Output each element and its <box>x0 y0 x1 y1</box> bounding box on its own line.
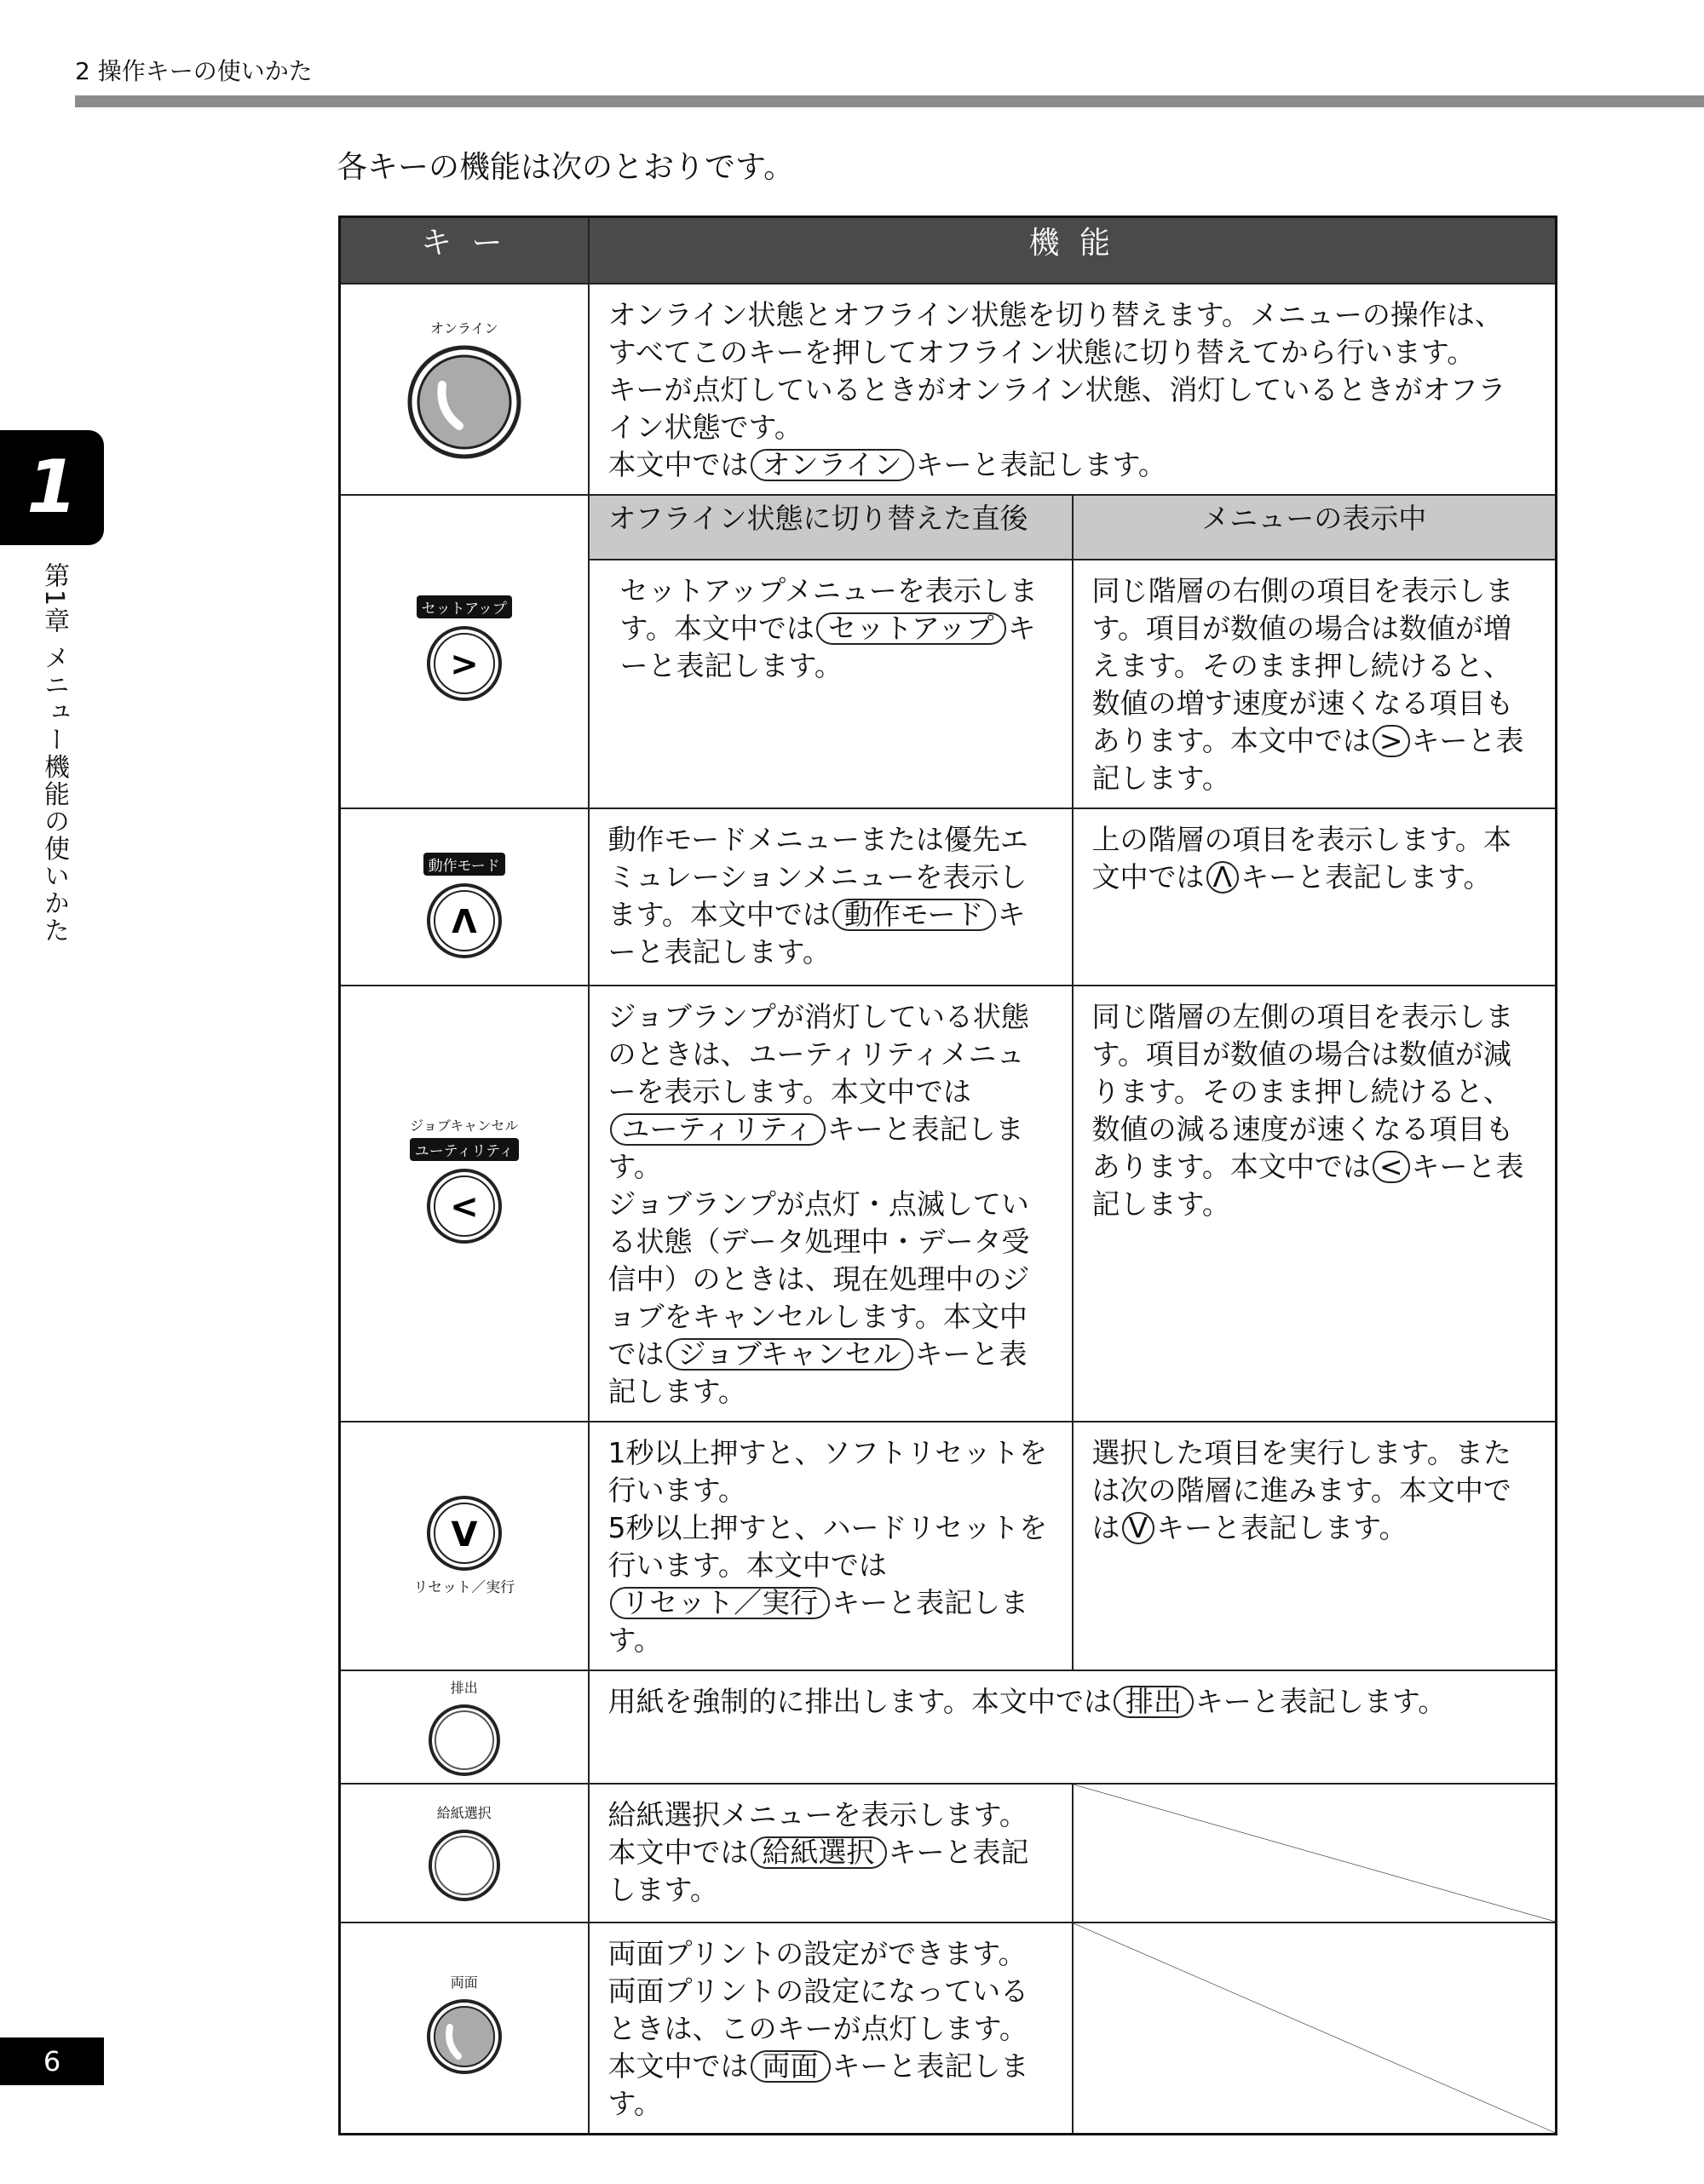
up-arrow-button-icon <box>424 881 504 961</box>
header-rule <box>75 95 1704 107</box>
keyref-down: V <box>1122 1512 1155 1544</box>
key-function-table <box>338 216 1557 2135</box>
keyref-setup: セットアップ <box>816 612 1006 645</box>
page-header-title: 2 操作キーの使いかた <box>75 57 313 85</box>
key-label: オンライン <box>429 320 498 336</box>
empty-cell-diagonal <box>1073 1784 1557 1922</box>
empty-cell-diagonal <box>1073 1922 1557 2135</box>
key-duplex <box>340 1922 589 2135</box>
reset-menu-description: 選択した項目を実行します。または次の階層に進みます。本文中では V キーと表記します。 <box>1073 1422 1557 1670</box>
key-reset <box>340 1422 589 1670</box>
subheader-menu: メニューの表示中 <box>1073 495 1557 560</box>
right-arrow-button-icon <box>424 624 504 704</box>
svg-text:>: > <box>449 645 479 684</box>
duplex-button-icon <box>424 1997 504 2077</box>
key-online <box>340 284 589 495</box>
key-label: 両面 <box>450 1974 478 1991</box>
svg-text:Λ: Λ <box>452 903 477 940</box>
key-label: ユーティリティ <box>410 1138 519 1161</box>
key-label: 給紙選択 <box>436 1805 492 1821</box>
key-mode <box>340 808 589 986</box>
mode-offline-description: 動作モードメニューまたは優先エミュレーションメニューを表示します。本文中では 動作モード キーと表記します。 <box>589 808 1073 986</box>
subheader-offline: オフライン状態に切り替えた直後 <box>589 495 1073 560</box>
key-label: 動作モード <box>423 853 505 876</box>
key-utility <box>340 986 589 1422</box>
reset-offline-description: 1秒以上押すと、ソフトリセットを行います。 5秒以上押すと、ハードリセットを行います。本文中ではリセット／実行 キーと表記します。 <box>589 1422 1073 1670</box>
intro-text: 各キーの機能は次のとおりです。 <box>337 150 795 185</box>
keyref-reset: リセット／実行 <box>610 1587 831 1619</box>
chapter-title: 第1章 メニュー機能の使いかた <box>39 562 69 945</box>
online-button-icon <box>405 342 524 462</box>
left-arrow-button-icon <box>424 1166 504 1246</box>
key-label: セットアップ <box>417 595 512 618</box>
mode-menu-description: 上の階層の項目を表示します。本文中では Λ キーと表記します。 <box>1073 808 1557 986</box>
keyref-right: > <box>1373 725 1410 757</box>
keyref-utility: ユーティリティ <box>610 1113 826 1146</box>
paper-select-button-icon <box>426 1827 503 1904</box>
svg-text:V: V <box>451 1515 478 1555</box>
eject-button-icon <box>426 1702 503 1779</box>
key-setup <box>340 495 589 808</box>
keyref-job-cancel: ジョブキャンセル <box>666 1338 913 1371</box>
paper-select-description: 給紙選択メニューを表示します。本文中では 給紙選択 キーと表記します。 <box>589 1784 1073 1922</box>
key-label-top: ジョブキャンセル <box>410 1118 519 1134</box>
key-label: 排出 <box>450 1680 478 1696</box>
setup-offline-description: セットアップメニューを表示します。本文中では セットアップ キーと表記します。 <box>589 560 1073 808</box>
header-function: 機 能 <box>589 217 1557 284</box>
keyref-online: オンライン <box>751 449 914 481</box>
keyref-mode: 動作モード <box>832 899 996 931</box>
key-paper-select <box>340 1784 589 1922</box>
utility-menu-description: 同じ階層の左側の項目を表示します。項目が数値の場合は数値が減ります。そのまま押し続けると、数値の減る速度が速くなる項目もあります。本文中では < キーと表記します。 <box>1073 986 1557 1422</box>
keyref-eject: 排出 <box>1114 1686 1194 1718</box>
svg-text:<: < <box>449 1187 479 1227</box>
utility-offline-description: ジョブランプが消灯している状態のときは、ユーティリティメニューを表示します。本文中ではユーティリティ キーと表記します。 ジョブランプが点灯・点滅している状態（データ処理中・データ受信中）のときは、現在処理中のジョブをキャンセルします。本文中では ジョブキャンセル キーと表記します。 <box>589 986 1073 1422</box>
page-number: 6 <box>0 2037 104 2085</box>
eject-description: 用紙を強制的に排出します。本文中では 排出 キーと表記します。 <box>589 1670 1557 1784</box>
setup-menu-description: 同じ階層の右側の項目を表示します。項目が数値の場合は数値が増えます。そのまま押し続けると、数値の増す速度が速くなる項目もあります。本文中では > キーと表記します。 <box>1073 560 1557 808</box>
down-arrow-button-icon <box>424 1493 504 1573</box>
chapter-number: 1 <box>26 445 78 530</box>
key-label: リセット／実行 <box>413 1579 515 1596</box>
keyref-up: Λ <box>1206 861 1240 894</box>
header-key: キ ー <box>340 217 589 284</box>
key-eject <box>340 1670 589 1784</box>
keyref-duplex: 両面 <box>751 2050 831 2083</box>
keyref-paper-select: 給紙選択 <box>751 1836 887 1869</box>
online-description: オンライン状態とオフライン状態を切り替えます。メニューの操作は、 すべてこのキーを押してオフライン状態に切り替えてから行います。 キーが点灯しているときがオンライン状態、消灯しているときがオフラ イン状態です。 本文中では オンライン キーと表記します。 <box>589 284 1557 495</box>
keyref-left: < <box>1373 1151 1410 1183</box>
duplex-description: 両面プリントの設定ができます。両面プリントの設定になっているときは、このキーが点灯します。本文中では 両面 キーと表記します。 <box>589 1922 1073 2135</box>
